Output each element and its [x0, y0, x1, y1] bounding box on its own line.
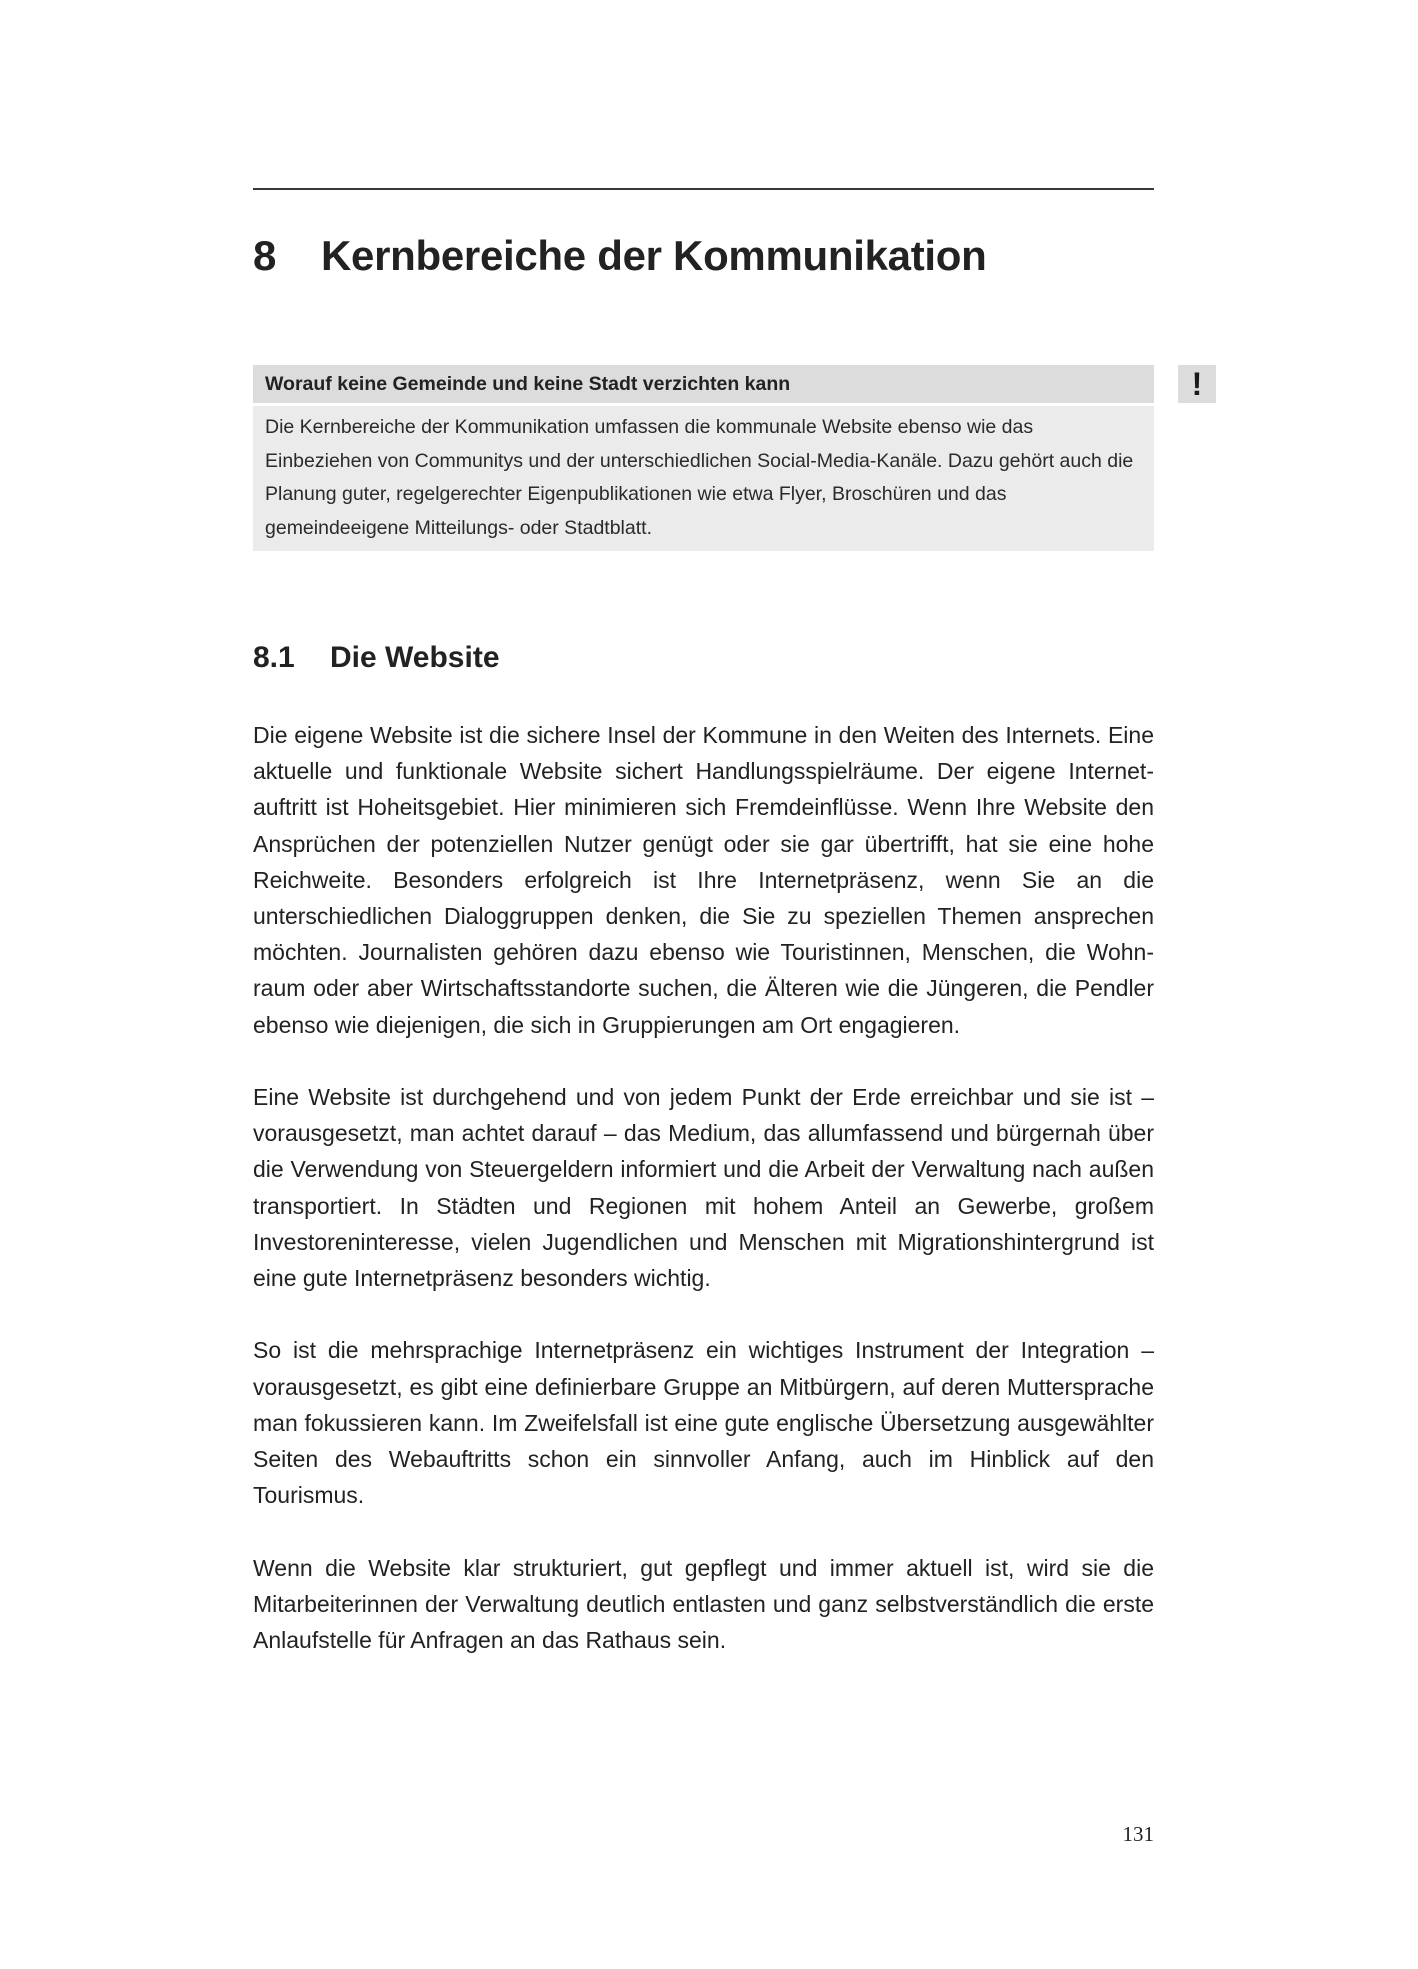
callout-text: Die Kernbereiche der Kommunikation umfassen die kommunale Website ebenso wie das Einbeziehen von Communitys und der unterschiedlichen Social-Media-Kanäle. Dazu gehört auch die Planung guter, regelgerechter Eigenpublikationen wie etwa Flyer, Broschüren und das gemeindeeigene Mitteilungs- oder Stadtblatt.: [265, 416, 1134, 539]
exclamation-icon: !: [1178, 365, 1216, 403]
chapter-title: Kernbereiche der Kommunikation: [321, 232, 987, 279]
callout-body: [253, 406, 1154, 551]
chapter-number: 8: [253, 232, 277, 279]
body-text: [253, 717, 1154, 1694]
section-heading: [253, 638, 1154, 678]
paragraph: Wenn die Website klar strukturiert, gut gepflegt und immer aktuell ist, wird sie die Mitarbeiterinnen der Verwaltung deutlich entlasten und ganz selbstverständlich die erste Anlaufstelle für Anfragen an das Rathaus sein.: [253, 1554, 1154, 1654]
callout-box: [253, 365, 1154, 551]
page-number: 131: [1122, 1822, 1154, 1846]
paragraph: Die eigene Website ist die sichere Insel der Kommune in den Weiten des Internets. Eine aktuelle und funktionale Website sichert Handlungsspielräume. Der eigene Internetauftritt ist Hoheitsgebiet. Hier minimieren sich Fremdeinflüsse. Wenn Ihre Website den Ansprüchen der potenziellen Nutzer genügt oder sie gar übertrifft, hat sie eine hohe Reichweite. Besonders erfolgreich ist Ihre Internetpräsenz, wenn Sie an die unterschiedlichen Dialoggruppen denken, die Sie zu speziellen Themen ansprechen möchten. Journalisten gehören dazu ebenso wie Touristinnen, Menschen, die Wohnraum oder aber Wirtschaftsstandorte suchen, die Älteren wie die Jüngeren, die Pendler ebenso wie diejenigen, die sich in Gruppierungen am Ort engagieren.: [253, 722, 1154, 1038]
paragraph: So ist die mehrsprachige Internetpräsenz ein wichtiges Instrument der Integration – vorausgesetzt, es gibt eine definierbare Gruppe an Mitbürgern, auf deren Muttersprache man fokussieren kann. Im Zweifelsfall ist eine gute englische Übersetzung ausgewählter Seiten des Webauftritts schon ein sinnvoller Anfang, auch im Hinblick auf den Tourismus.: [253, 1337, 1154, 1509]
paragraph: Eine Website ist durchgehend und von jedem Punkt der Erde erreichbar und sie ist – vorausgesetzt, man achtet darauf – das Medium, das allumfassend und bürgernah über die Verwendung von Steuergeldern informiert und die Arbeit der Verwaltung nach außen transportiert. In Städten und Regionen mit hohem Anteil an Gewerbe, großem Investoreninteresse, vielen Jugendlichen und Menschen mit Migrationshintergrund ist eine gute Internetpräsenz besonders wichtig.: [253, 1084, 1154, 1292]
section-title: Die Website: [330, 641, 500, 674]
chapter-rule: [253, 188, 1154, 190]
callout-title: Worauf keine Gemeinde und keine Stadt verzichten kann: [253, 365, 1154, 403]
section-number: 8.1: [253, 641, 295, 674]
chapter-heading: [253, 228, 1154, 284]
